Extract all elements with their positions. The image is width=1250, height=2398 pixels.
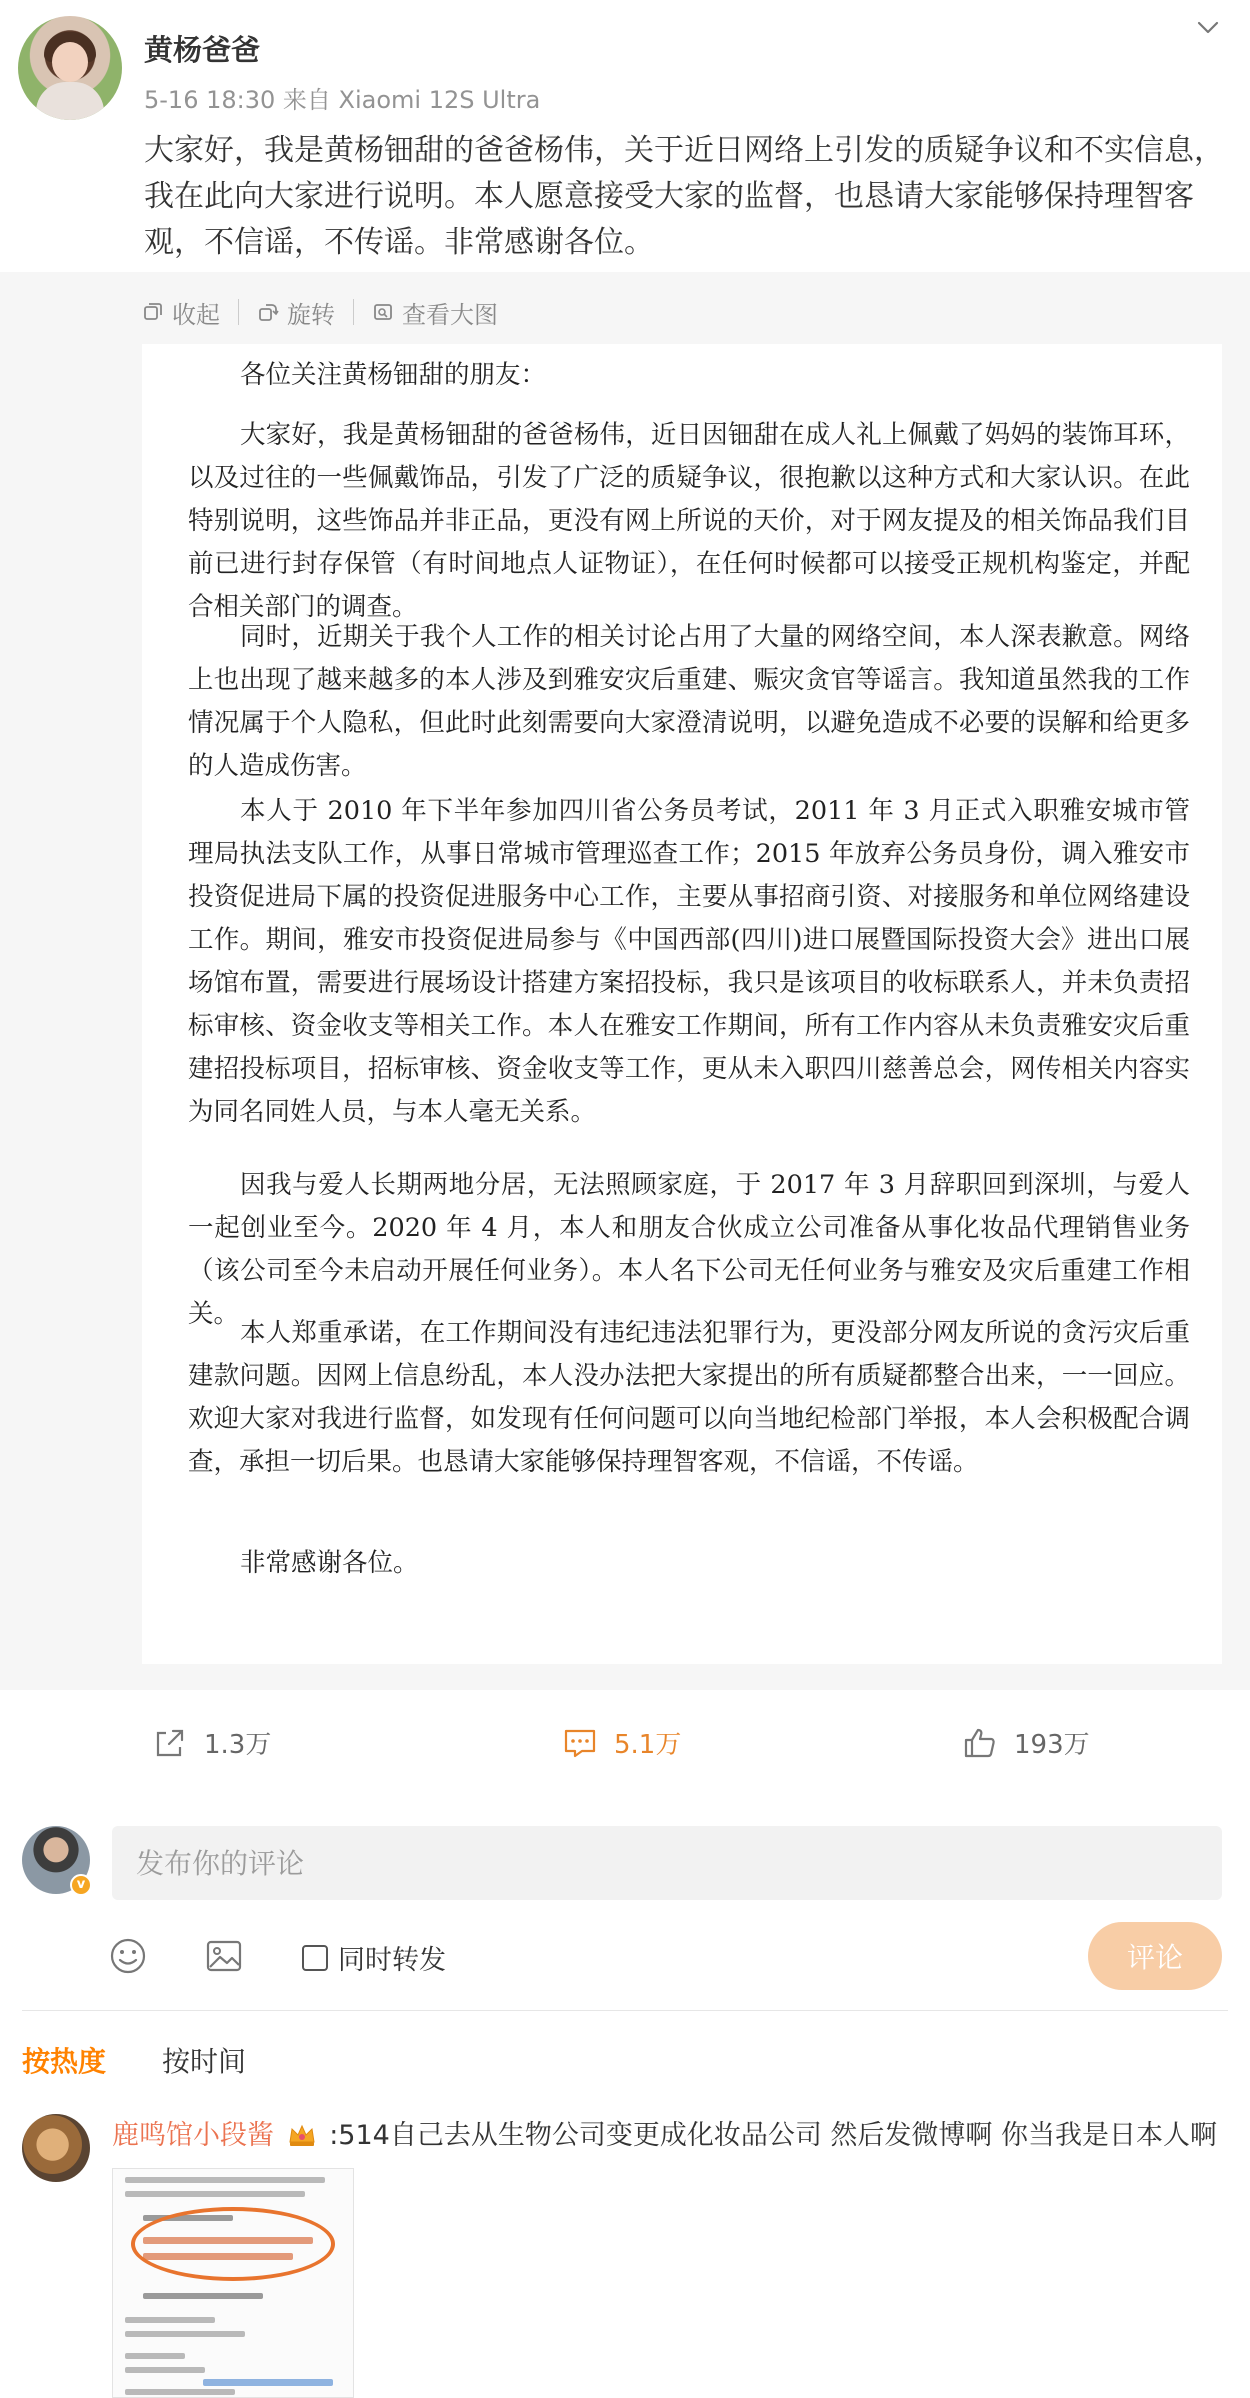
- checkbox-box[interactable]: [302, 1945, 328, 1971]
- media-toolbar: [142, 292, 516, 332]
- letter-paragraph: 本人于 2010 年下半年参加四川省公务员考试，2011 年 3 月正式入职雅安城市管理局执法支队工作，从事日常城市管理巡查工作；2015 年放弃公务员身份，调入雅安市投资促进局下属的投资促进服务中心工作，主要从事招商引资、对接服务和单位网络建设工作。期间，雅安市投资促进局参与《中国西部(四川)进口展暨国际投资大会》进出口展场馆布置，需要进行展场设计搭建方案招投标，我只是该项目的收标联系人，并未负责招标审核、资金收支等相关工作。本人在雅安工作期间，所有工作内容从未负责雅安灾后重建招投标项目，招标审核、资金收支等工作，更从未入职四川慈善总会，网传相关内容实为同名同姓人员，与本人毫无关系。: [188, 796, 1190, 1127]
- comment-icon: [562, 1725, 598, 1761]
- comment-item: [112, 2118, 1222, 2154]
- repost-count: 1.3万: [204, 1730, 272, 1760]
- verified-badge: v: [70, 1874, 92, 1896]
- highlight-circle: [131, 2207, 335, 2281]
- composer-tools: [0, 1920, 1250, 1992]
- author-name[interactable]: 黄杨爸爸: [144, 33, 261, 67]
- letter-paragraph: 同时，近期关于我个人工作的相关讨论占用了大量的网络空间，本人深表歉意。网络上也出现了越来越多的本人涉及到雅安灾后重建、赈灾贪官等谣言。我知道虽然我的工作情况属于个人隐私，但此时此刻需要向大家澄清说明，以避免造成不必要的误解和给更多的人造成伤害。: [188, 622, 1190, 781]
- action-bar: [0, 1712, 1250, 1778]
- rotate-label: 旋转: [287, 300, 335, 329]
- image-icon[interactable]: [204, 1936, 244, 1976]
- letter-paragraph: 非常感谢各位。: [240, 1548, 419, 1578]
- comment-button[interactable]: [562, 1724, 681, 1761]
- like-button[interactable]: [962, 1724, 1090, 1761]
- view-large-icon: [372, 301, 394, 323]
- thumbs-up-icon: [962, 1725, 998, 1761]
- comment-text: :514自己去从生物公司变更成化妆品公司 然后发微博啊 你当我是日本人啊: [329, 2120, 1217, 2151]
- collapse-icon: [142, 301, 164, 323]
- repost-checkbox[interactable]: [302, 1938, 446, 1977]
- chevron-down-icon[interactable]: [1194, 14, 1222, 42]
- letter-paragraph: 大家好，我是黄杨钿甜的爸爸杨伟，近日因钿甜在成人礼上佩戴了妈妈的装饰耳环，以及过往的一些佩戴饰品，引发了广泛的质疑争议，很抱歉以这种方式和大家认识。在此特别说明，这些饰品并非正品，更没有网上所说的天价，对于网友提及的相关饰品我们目前已进行封存保管（有时间地点人证物证），在任何时候都可以接受正规机构鉴定，并配合相关部门的调查。: [188, 420, 1190, 622]
- divider: [22, 2010, 1228, 2011]
- author-avatar[interactable]: [18, 16, 122, 120]
- statement-image[interactable]: [142, 344, 1222, 1664]
- letter-greeting: 各位关注黄杨钿甜的朋友：: [240, 360, 547, 390]
- collapse-button[interactable]: [142, 295, 238, 330]
- share-icon: [152, 1725, 188, 1761]
- post-meta: 5-16 18:30 来自 Xiaomi 12S Ultra: [144, 86, 541, 114]
- repost-checkbox-label: 同时转发: [338, 1945, 446, 1976]
- rotate-icon: [257, 301, 279, 323]
- emoji-icon[interactable]: [108, 1936, 148, 1976]
- post-text: 大家好，我是黄杨钿甜的爸爸杨伟，关于近日网络上引发的质疑争议和不实信息，我在此向大家进行说明。本人愿意接受大家的监督，也恳请大家能够保持理智客观，不信谣，不传谣。非常感谢各位。: [144, 133, 1224, 260]
- collapse-label: 收起: [172, 300, 220, 329]
- rotate-button[interactable]: [239, 295, 353, 330]
- commenter-name[interactable]: 鹿鸣馆小段酱: [112, 2120, 274, 2151]
- letter-paragraph: 因我与爱人长期两地分居，无法照顾家庭，于 2017 年 3 月辞职回到深圳，与爱人一起创业至今。2020 年 4 月，本人和朋友合伙成立公司准备从事化妆品代理销售业务（该公司至今未启动开展任何业务）。本人名下公司无任何业务与雅安及灾后重建工作相关。: [188, 1170, 1190, 1329]
- commenter-avatar[interactable]: [22, 2114, 90, 2182]
- comment-image-thumbnail[interactable]: [112, 2168, 354, 2398]
- media-container: [0, 272, 1250, 1690]
- view-large-label: 查看大图: [402, 300, 498, 329]
- like-count: 193万: [1014, 1730, 1090, 1760]
- tab-sort-hot[interactable]: 按热度: [22, 2045, 107, 2078]
- letter-paragraph: 本人郑重承诺，在工作期间没有违纪违法犯罪行为，更没部分网友所说的贪污灾后重建款问题。因网上信息纷乱，本人没办法把大家提出的所有质疑都整合出来，一一回应。欢迎大家对我进行监督，如发现有任何问题可以向当地纪检部门举报，本人会积极配合调查，承担一切后果。也恳请大家能够保持理智客观，不信谣，不传谣。: [188, 1318, 1190, 1477]
- comment-count: 5.1万: [614, 1730, 682, 1760]
- fan-crown-icon: [287, 2122, 317, 2148]
- post-header: [0, 0, 1250, 118]
- repost-button[interactable]: [152, 1724, 271, 1761]
- view-large-button[interactable]: [354, 295, 516, 330]
- comment-input[interactable]: [112, 1826, 1222, 1900]
- submit-comment-button[interactable]: 评论: [1088, 1922, 1222, 1990]
- comment-sort-tabs: [22, 2040, 246, 2080]
- tab-sort-time[interactable]: 按时间: [162, 2045, 247, 2078]
